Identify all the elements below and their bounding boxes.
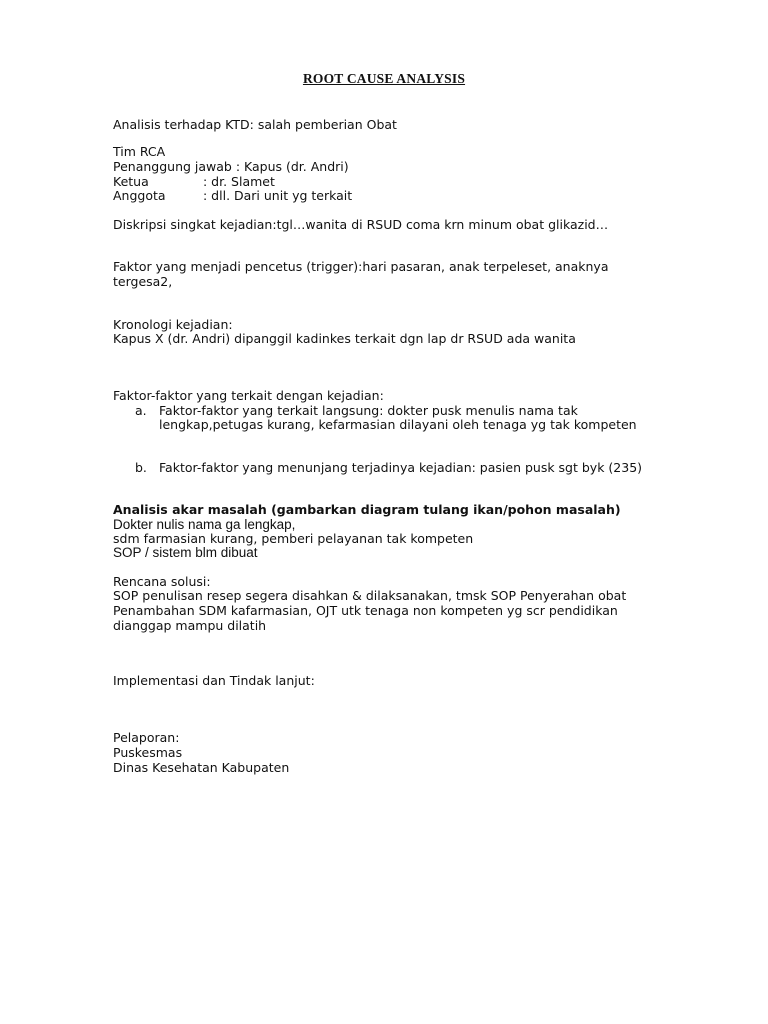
team-chair-label: Ketua <box>113 174 149 189</box>
list-marker-b: b. <box>135 460 147 475</box>
reporting-line-1: Puskesmas <box>113 745 183 760</box>
incident-description: Diskripsi singkat kejadian:tgl…wanita di RSUD coma krn minum obat glikazid… <box>113 217 609 232</box>
solution-plan-line-3: dianggap mampu dilatih <box>113 618 267 633</box>
team-chair-value: : dr. Slamet <box>203 174 275 189</box>
team-members-value: : dll. Dari unit yg terkait <box>203 188 353 203</box>
document-title: ROOT CAUSE ANALYSIS <box>302 71 466 86</box>
team-responsible: Penanggung jawab : Kapus (dr. Andri) <box>113 159 349 174</box>
team-members <box>113 188 352 203</box>
trigger-factor-line-1: Faktor yang menjadi pencetus (trigger):hari pasaran, anak terpeleset, anaknya <box>113 259 609 274</box>
ktd-analysis-line: Analisis terhadap KTD: salah pemberian Obat <box>113 117 397 132</box>
solution-plan-heading: Rencana solusi: <box>113 574 211 589</box>
root-cause-heading: Analisis akar masalah (gambarkan diagram tulang ikan/pohon masalah) <box>113 502 621 517</box>
related-factors-heading: Faktor-faktor yang terkait dengan kejadian: <box>113 388 384 403</box>
team-members-label: Anggota <box>113 188 166 203</box>
list-marker-a: a. <box>135 403 147 418</box>
chronology-heading: Kronologi kejadian: <box>113 317 233 332</box>
implementation-heading: Implementasi dan Tindak lanjut: <box>113 673 315 688</box>
root-cause-line-2: sdm farmasian kurang, pemberi pelayanan tak kompeten <box>113 531 474 546</box>
list-item-a-line-2: lengkap,petugas kurang, kefarmasian dilayani oleh tenaga yg tak kompeten <box>159 417 637 432</box>
solution-plan-line-1: SOP penulisan resep segera disahkan & dilaksanakan, tmsk SOP Penyerahan obat <box>113 588 627 603</box>
list-item-a-line-1: Faktor-faktor yang terkait langsung: dokter pusk menulis nama tak <box>159 403 578 418</box>
reporting-line-2: Dinas Kesehatan Kabupaten <box>113 760 290 775</box>
list-item-b-line-1: Faktor-faktor yang menunjang terjadinya kejadian: pasien pusk sgt byk (235) <box>159 460 643 475</box>
chronology-text: Kapus X (dr. Andri) dipanggil kadinkes terkait dgn lap dr RSUD ada wanita <box>113 331 576 346</box>
solution-plan-line-2: Penambahan SDM kafarmasian, OJT utk tenaga non kompeten yg scr pendidikan <box>113 603 618 618</box>
trigger-factor-line-2: tergesa2, <box>113 274 173 289</box>
root-cause-line-1: Dokter nulis nama ga lengkap, <box>113 517 296 532</box>
root-cause-line-3: SOP / sistem blm dibuat <box>113 545 258 560</box>
team-chair <box>113 174 275 189</box>
reporting-heading: Pelaporan: <box>113 730 180 745</box>
team-heading: Tim RCA <box>113 144 166 159</box>
